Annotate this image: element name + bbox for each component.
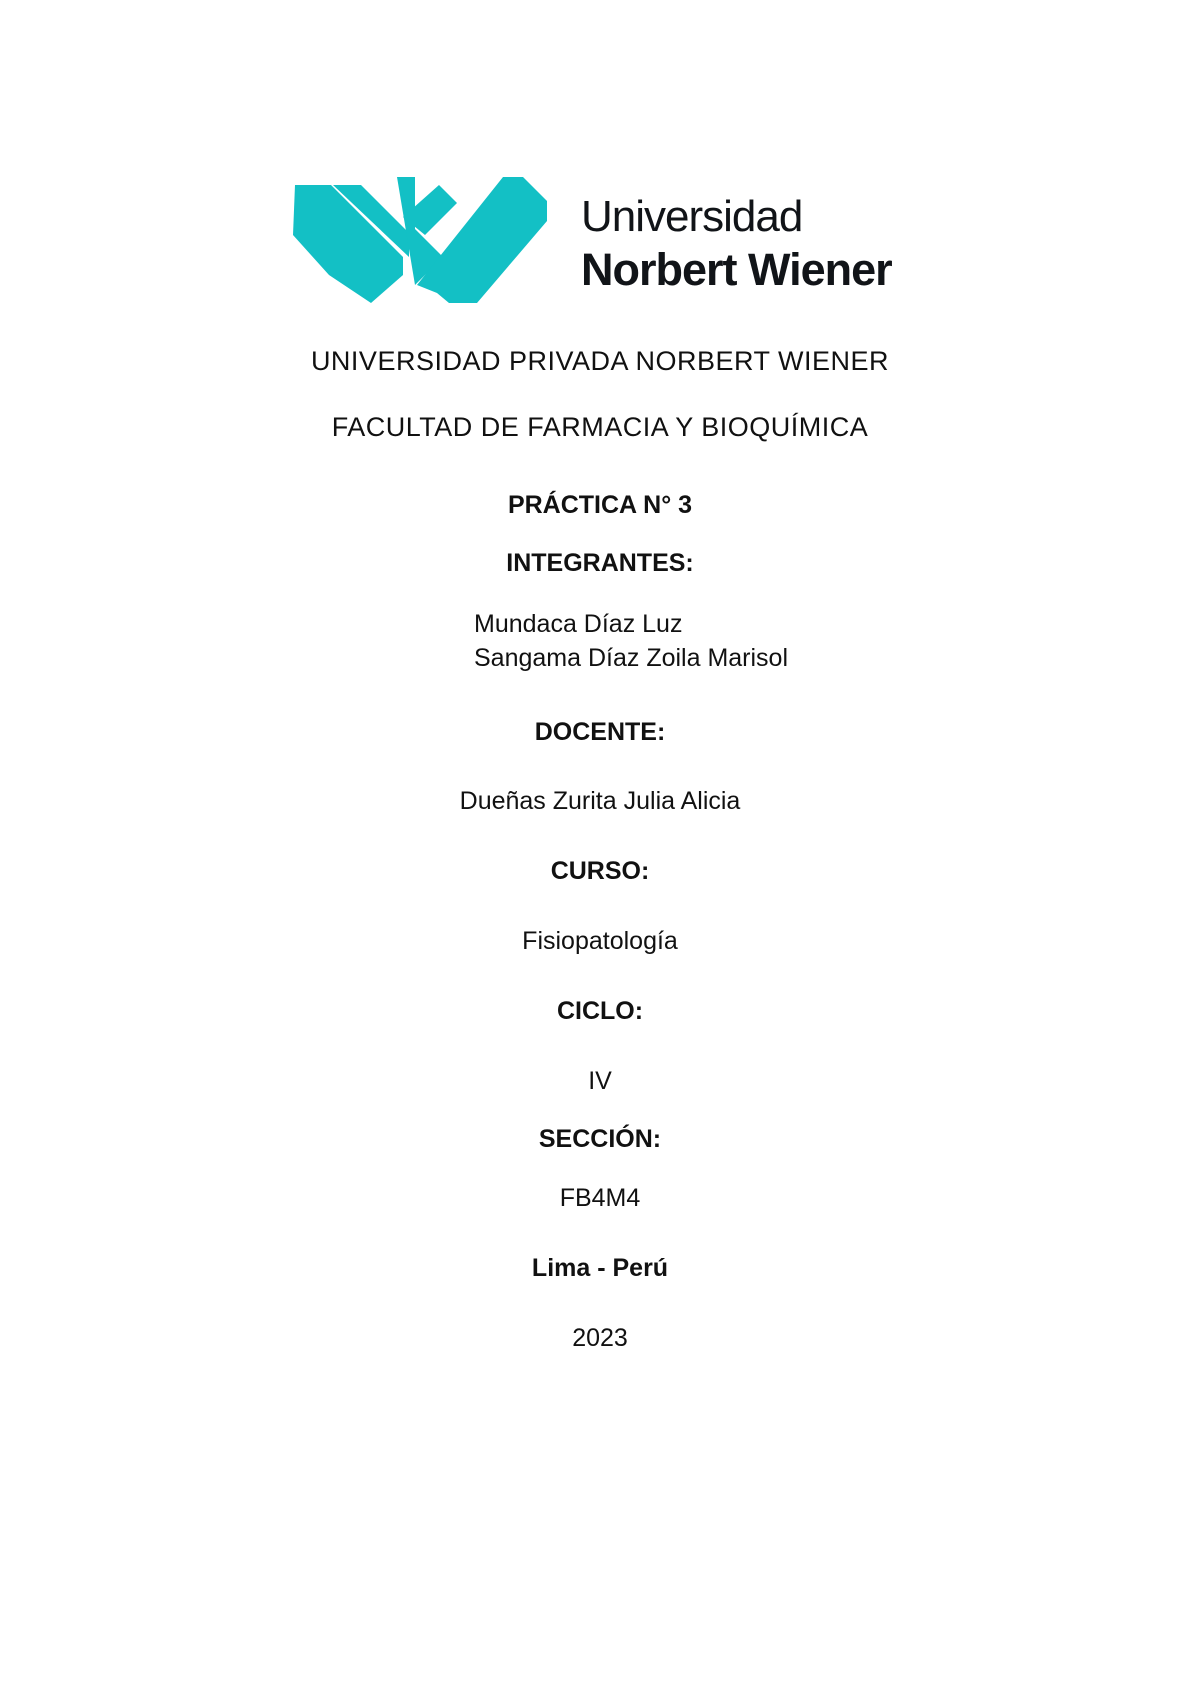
year: 2023	[572, 1324, 628, 1352]
teacher-label: DOCENTE:	[534, 718, 666, 746]
location: Lima - Perú	[531, 1254, 669, 1282]
members-label: INTEGRANTES:	[506, 549, 694, 577]
course-label: CURSO:	[550, 857, 650, 885]
cycle-label: CICLO:	[556, 997, 644, 1025]
faculty-name: FACULTAD DE FARMACIA Y BIOQUÍMICA	[331, 412, 869, 442]
section-value: FB4M4	[559, 1184, 641, 1212]
course-name: Fisiopatología	[522, 927, 678, 955]
cycle-value: IV	[588, 1067, 612, 1095]
teacher-name: Dueñas Zurita Julia Alicia	[459, 787, 741, 815]
member-name: Mundaca Díaz Luz	[474, 610, 683, 638]
university-logo	[285, 165, 935, 310]
university-name: UNIVERSIDAD PRIVADA NORBERT WIENER	[310, 346, 890, 376]
section-label: SECCIÓN:	[538, 1125, 662, 1153]
member-name: Sangama Díaz Zoila Marisol	[474, 644, 789, 672]
logo-text-universidad: Universidad	[581, 192, 803, 241]
wiener-w-mark-icon	[285, 165, 565, 310]
logo-text-norbert-wiener: Norbert Wiener	[581, 244, 892, 295]
practice-title: PRÁCTICA N° 3	[507, 491, 693, 519]
